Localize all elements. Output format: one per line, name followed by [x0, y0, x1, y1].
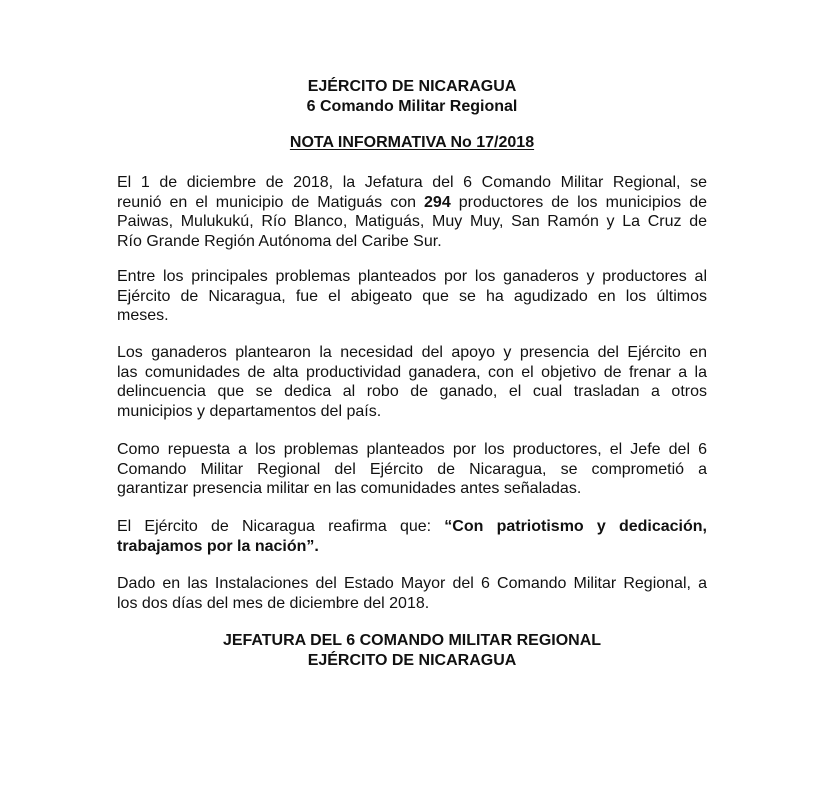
- paragraph-request: [117, 343, 707, 421]
- paragraph-line: los dos días del mes de diciembre del 2018.: [117, 594, 430, 612]
- paragraph-line: meses.: [117, 307, 169, 324]
- paragraph-line: delincuencia que se dedica al robo de ganado, el cual trasladan a otros: [117, 383, 707, 400]
- header-organization: EJÉRCITO DE NICARAGUA: [307, 78, 517, 95]
- paragraph-line: garantizar presencia militar en las comunidades antes señaladas.: [117, 480, 582, 497]
- paragraph-text: productores de los municipios de: [450, 193, 707, 211]
- paragraph-line: [117, 517, 707, 537]
- signature-command: JEFATURA DEL 6 COMANDO MILITAR REGIONAL: [222, 632, 602, 649]
- producer-count: 294: [424, 193, 451, 211]
- paragraph-motto: [117, 517, 707, 556]
- header-command: 6 Comando Militar Regional: [306, 98, 518, 115]
- paragraph-given-at: [117, 574, 707, 613]
- motto-text: “Con patriotismo y dedicación,: [444, 518, 707, 535]
- signature-organization: EJÉRCITO DE NICARAGUA: [307, 652, 517, 669]
- paragraph-meeting: [117, 173, 707, 251]
- paragraph-text: reunió en el municipio de Matiguás con: [117, 193, 425, 211]
- paragraph-response: [117, 440, 707, 499]
- paragraph-line: las comunidades de alta productividad ganadera, con el objetivo de frenar a la: [117, 363, 707, 381]
- paragraph-line: El 1 de diciembre de 2018, la Jefatura del 6 Comando Militar Regional, se: [117, 174, 707, 191]
- paragraph-line: Los ganaderos plantearon la necesidad del apoyo y presencia del Ejército en: [117, 344, 707, 361]
- document-signature: [0, 631, 824, 671]
- paragraph-line: municipios y departamentos del país.: [117, 402, 382, 420]
- paragraph-line: Entre los principales problemas planteados por los ganaderos y productores al: [117, 268, 707, 285]
- motto-text: trabajamos por la nación”.: [117, 537, 319, 555]
- paragraph-line: Paiwas, Mulukukú, Río Blanco, Matiguás, Muy Muy, San Ramón y La Cruz de: [117, 213, 707, 230]
- paragraph-line: Como repuesta a los problemas planteados por los productores, el Jefe del 6: [117, 441, 707, 458]
- paragraph-line: [117, 193, 707, 213]
- paragraph-line: Río Grande Región Autónoma del Caribe Sur.: [117, 232, 442, 250]
- note-title-text: NOTA INFORMATIVA No 17/2018: [289, 134, 535, 151]
- paragraph-text: El Ejército de Nicaragua reafirma que:: [117, 518, 445, 535]
- paragraph-problems: [117, 267, 707, 326]
- paragraph-line: Ejército de Nicaragua, fue el abigeato que se ha agudizado en los últimos: [117, 287, 707, 305]
- note-title: [0, 133, 824, 153]
- paragraph-line: Comando Militar Regional del Ejército de Nicaragua, se comprometió a: [117, 460, 707, 478]
- document-header: [0, 77, 824, 117]
- paragraph-line: Dado en las Instalaciones del Estado Mayor del 6 Comando Militar Regional, a: [117, 575, 707, 592]
